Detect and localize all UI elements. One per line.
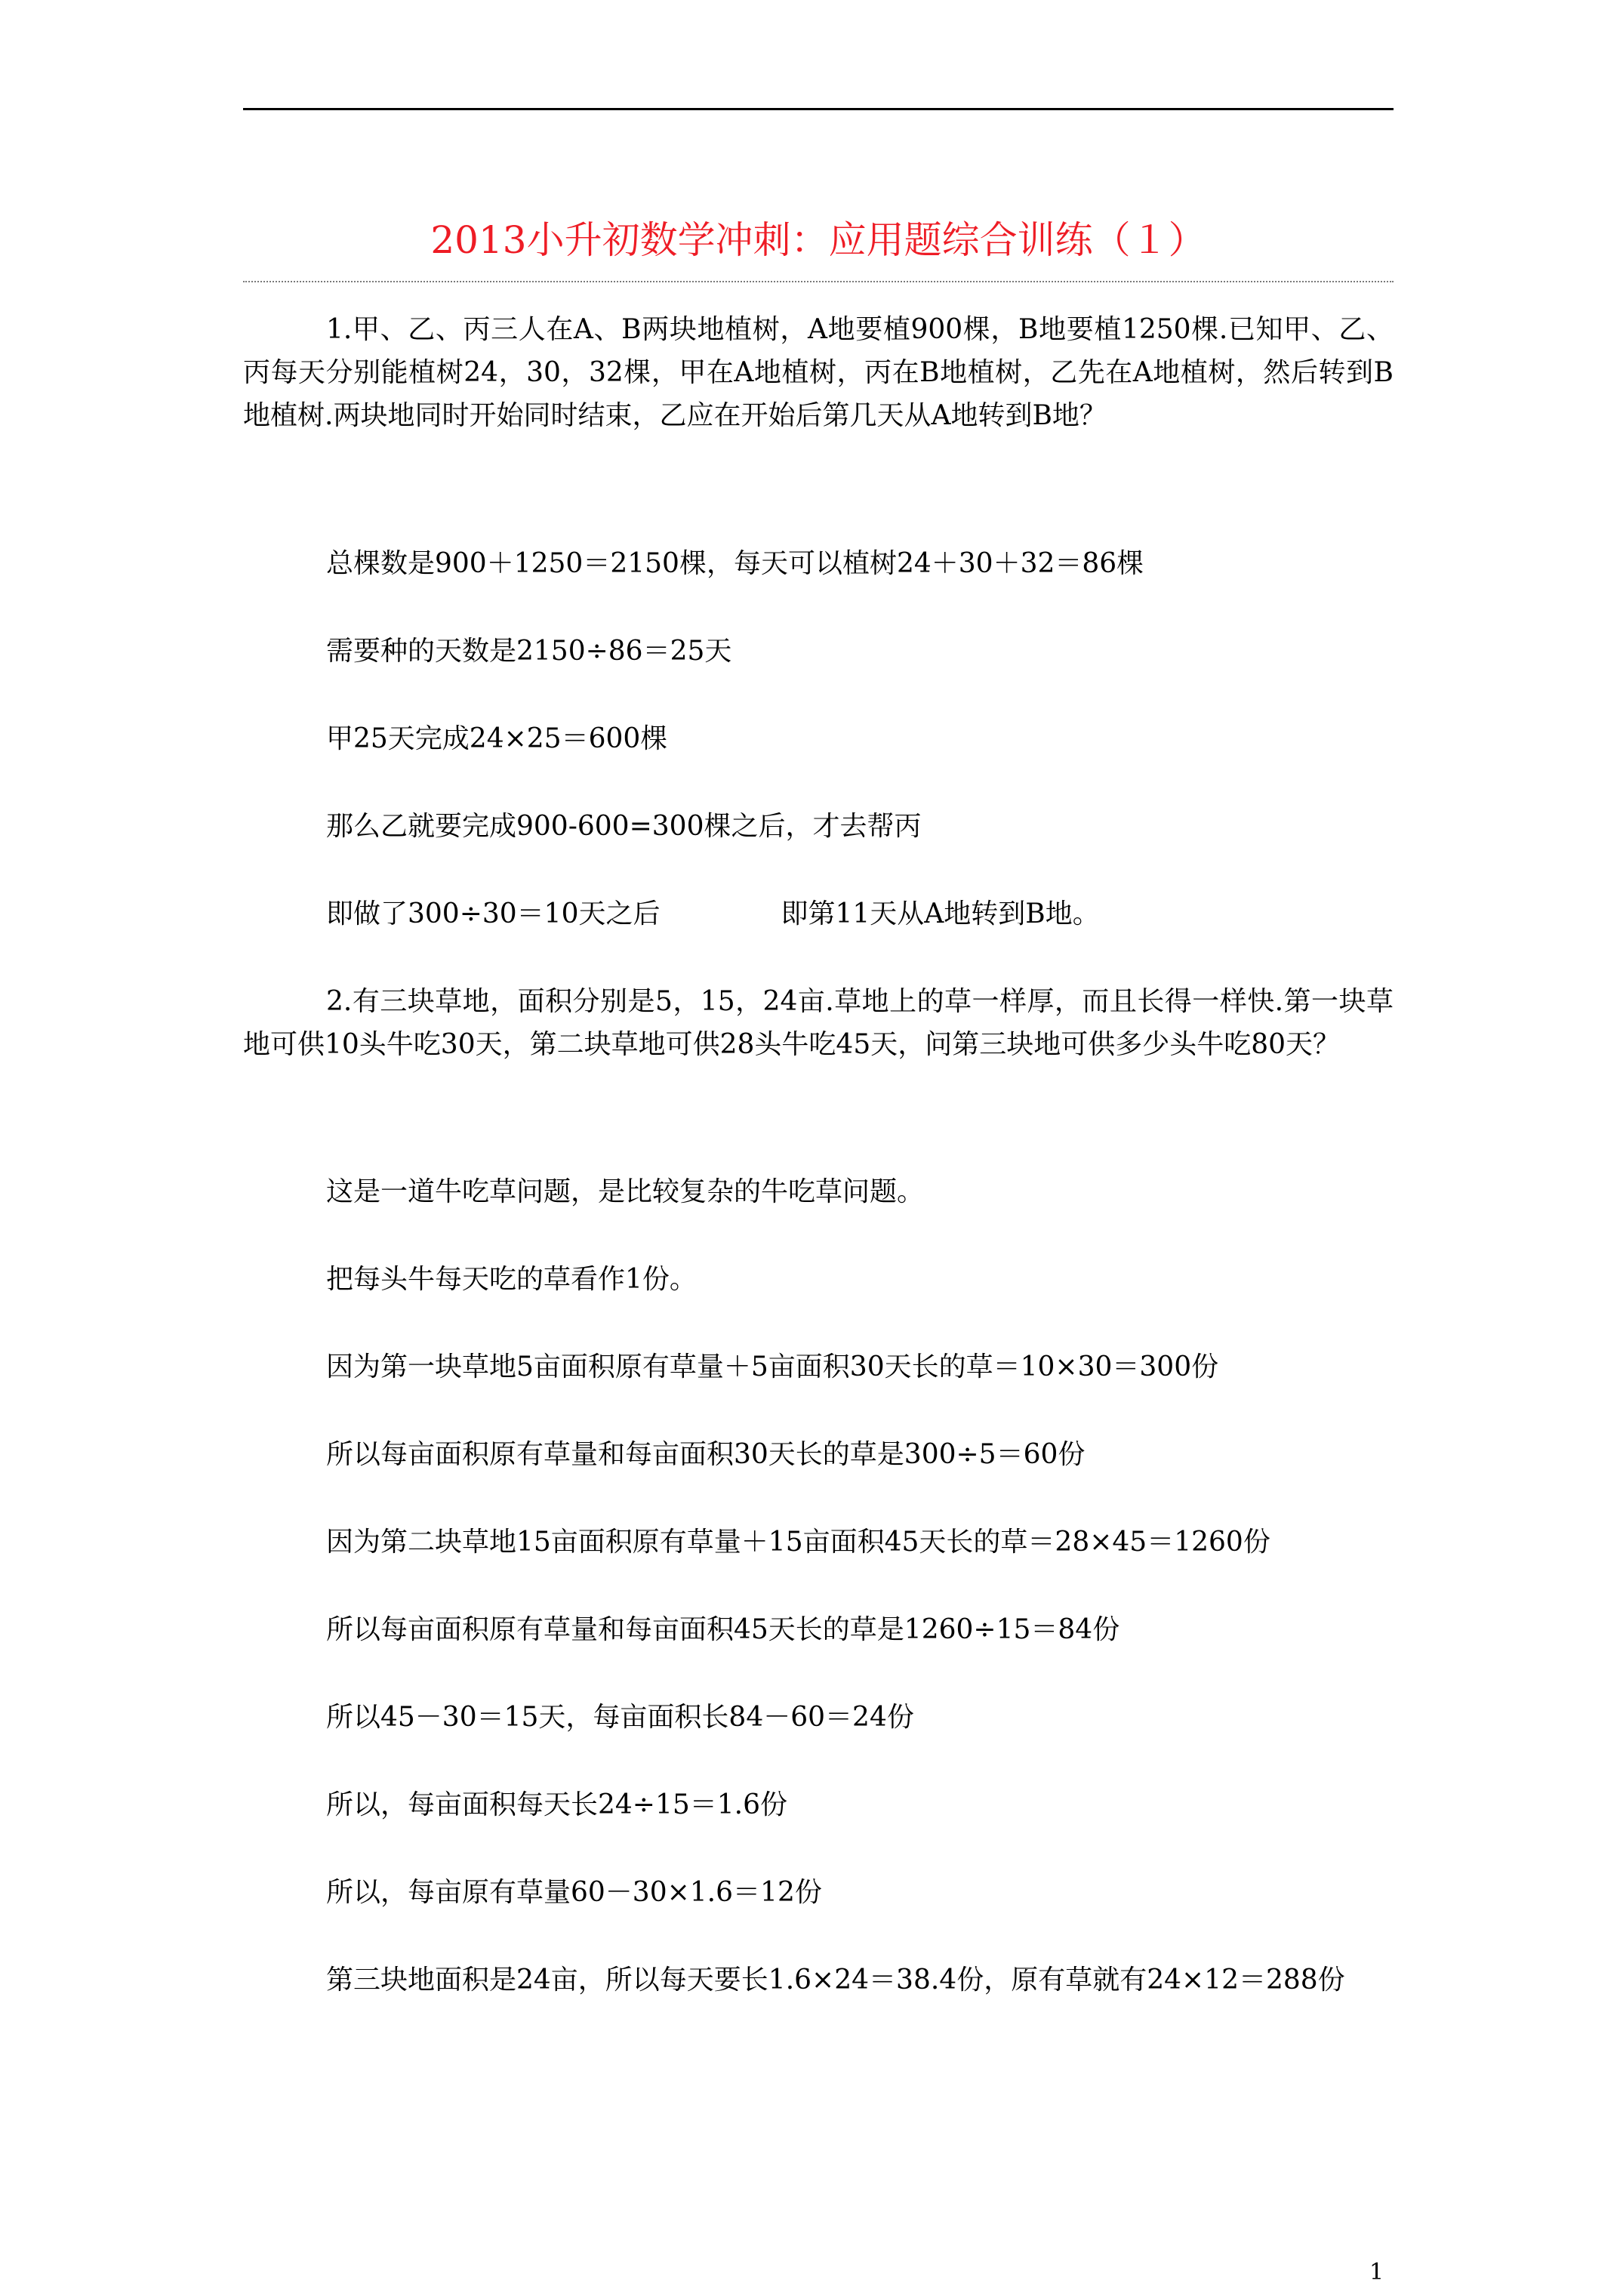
q2-answer-line-7: 所以45－30＝15天，每亩面积长84－60＝24份 <box>326 1702 914 1733</box>
document-title: 2013小升初数学冲刺：应用题综合训练（１） <box>430 218 1206 262</box>
q2-answer-line-3: 因为第一块草地5亩面积原有草量＋5亩面积30天长的草＝10×30＝300份 <box>326 1351 1219 1382</box>
question-2: 2.有三块草地，面积分别是5，15，24亩.草地上的草一样厚，而且长得一样快.第一块草地可供10头牛吃30天，第二块草地可供28头牛吃45天，问第三块地可供多少头牛吃80天？ <box>243 986 1394 1060</box>
title-divider <box>243 281 1394 282</box>
q1-answer-line-4: 那么乙就要完成900-600=300棵之后，才去帮丙 <box>326 811 922 842</box>
q1-answer-line-2: 需要种的天数是2150÷86＝25天 <box>326 636 732 667</box>
q2-final-answer: 第三块地面积是24亩，所以每天要长1.6×24＝38.4份，原有草就有24×12＝288份 <box>326 1965 1345 1996</box>
q2-answer-line-5: 因为第二块草地15亩面积原有草量＋15亩面积45天长的草＝28×45＝1260份 <box>326 1527 1270 1558</box>
q1-answer-line-5 <box>326 892 1100 935</box>
q2-answer-line-6: 所以每亩面积原有草量和每亩面积45天长的草是1260÷15＝84份 <box>326 1614 1120 1645</box>
header-rule <box>243 108 1394 110</box>
q1-answer-line-3: 甲25天完成24×25＝600棵 <box>326 723 668 754</box>
page-number: 1 <box>1369 2259 1384 2285</box>
q1-answer-line-5-right: 即第11天从A地转到B地。 <box>781 898 1100 929</box>
q2-answer-line-1: 这是一道牛吃草问题，是比较复杂的牛吃草问题。 <box>326 1176 925 1207</box>
q2-answer-line-2: 把每头牛每天吃的草看作1份。 <box>326 1264 697 1295</box>
q1-answer-line-5-left: 即做了300÷30＝10天之后 <box>326 898 661 929</box>
question-1: 1.甲、乙、丙三人在A、B两块地植树，A地要植900棵，B地要植1250棵.已知甲、乙、丙每天分别能植树24，30，32棵，甲在A地植树，丙在B地植树，乙先在A地植树，然后转到B地植树.两块地同时开始同时结束，乙应在开始后第几天从A地转到B地？ <box>243 314 1394 431</box>
q1-answer-line-1: 总棵数是900＋1250＝2150棵，每天可以植树24＋30＋32＝86棵 <box>326 548 1144 579</box>
q2-answer-line-4: 所以每亩面积原有草量和每亩面积30天长的草是300÷5＝60份 <box>326 1439 1086 1470</box>
q2-answer-line-9: 所以，每亩原有草量60－30×1.6＝12份 <box>326 1877 822 1908</box>
q2-answer-line-8: 所以，每亩面积每天长24÷15＝1.6份 <box>326 1789 788 1820</box>
